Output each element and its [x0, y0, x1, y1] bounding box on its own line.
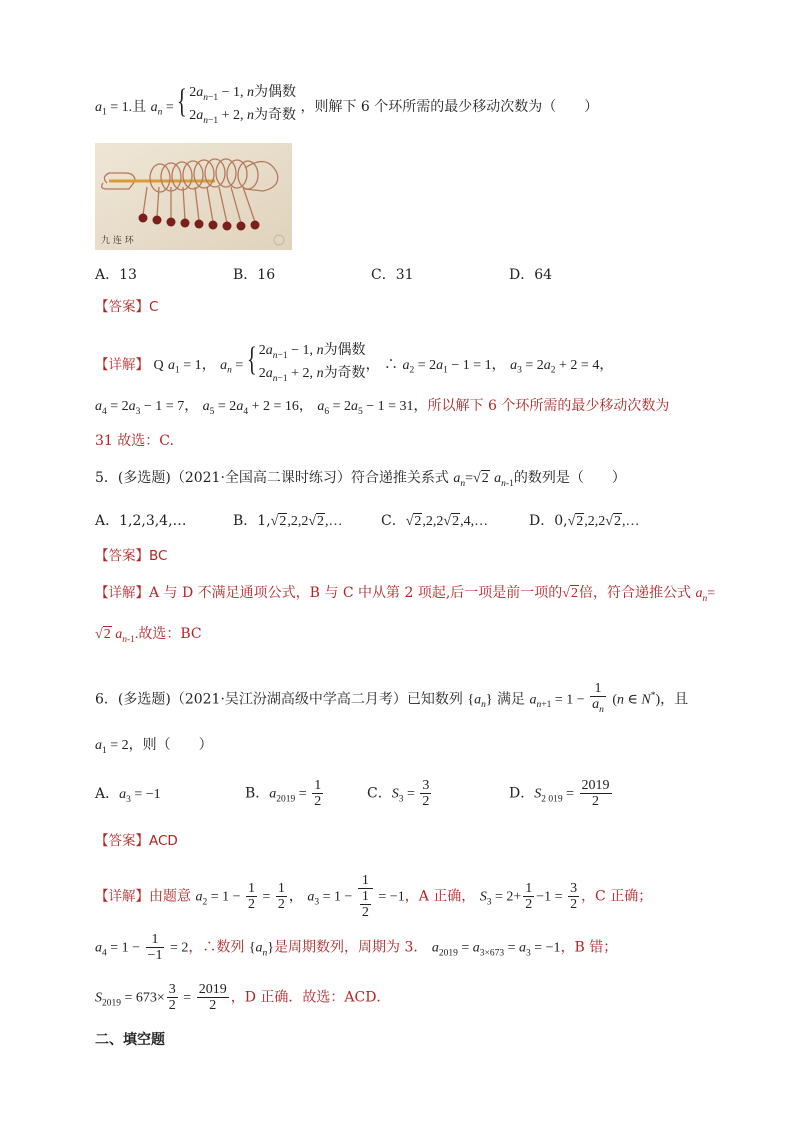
- q4-detail-line2: $a_4 = 2a_3 - 1 = 7$， $a_5 = 2a_4 + 2 = 16$， $a_6 = 2a_5 - 1 = 31$，所以解下 6 个环所需的最少移动次数为: [95, 398, 670, 417]
- q6-detail-line1: 【详解】由题意 $a_2 = 1$ − $\frac{1}{2}$ = $\frac{1}{2}$ ， $a_3 = 1$ − $\frac{1}{\frac{1}{2}}$ = −1，A 正确， $S_3 = 2+$ $\frac{1}{2}$ −1 = $\frac{3}{2}$ ，C 正确；: [95, 873, 653, 920]
- q4-option-b[interactable]: B．16: [233, 267, 276, 283]
- q5-stem: 5．(多选题)（2021·全国高二课时练习）符合递推关系式 $a_n=√2$ $a_{n-1}$的数列是（ ）: [95, 470, 626, 489]
- q4-option-c[interactable]: C．31: [371, 267, 414, 283]
- q5-detail-line1: 【详解】A 与 D 不满足通项公式，B 与 C 中从第 2 项起,后一项是前一项的√2倍，符合递推公式 $a_n=$: [95, 585, 716, 604]
- q4-answer: 【答案】C: [95, 299, 159, 315]
- q5-answer: 【答案】BC: [95, 548, 168, 564]
- q6-option-b[interactable]: B．$a_{2019}$ = $\frac{1}{2}$: [245, 778, 322, 809]
- q5-option-c[interactable]: C．√2,2,2√2,4,…: [381, 513, 489, 529]
- photo-caption: 九 连 环: [101, 236, 134, 246]
- q5-option-b[interactable]: B．1,√2,2,2√2,…: [233, 513, 343, 529]
- q6-answer: 【答案】ACD: [95, 833, 178, 849]
- q6-option-d[interactable]: D．$S_{2 019}$ = $\frac{2019}{2}$: [509, 778, 610, 809]
- q5-option-a[interactable]: A．1,2,3,4,…: [95, 513, 187, 529]
- nine-linked-rings-photo: [95, 143, 292, 250]
- q6-stem-line1: 6．(多选题)（2021·吴江汾湖高级中学高二月考）已知数列 $\{a_n\}$ 满足 $a_{n+1} = 1$ − $\frac{1}{a_n}$ (n ∈ N*)，且: [95, 681, 689, 715]
- q6-option-a[interactable]: A．$a_3 = -1$: [95, 786, 161, 805]
- q4-piecewise: { $2a_{n-1} - 1$, n为偶数 $2a_{n-1} + 2$, n为奇数: [177, 83, 297, 126]
- q4-stem: $a_1 = 1$.且 $a_n$ = { $2a_{n-1} - 1$, n为偶数 $2a_{n-1} + 2$, n为奇数 ，则解下 6 个环所需的最少移动次数为（ ）: [95, 84, 754, 130]
- q5-detail-line2: √2 $a_{n-1}$.故选：BC: [95, 626, 202, 645]
- section-heading: 二、填空题: [95, 1032, 165, 1048]
- q6-detail-line2: $a_4 = 1$ − $\frac{1}{-1}$ = 2，∴数列 $\{a_n\}$是周期数列，周期为 3． $a_{2019} = a_{3\times 673} = a_3 = -1$，B 错；: [95, 932, 618, 963]
- q4-detail-line3: 31 故选：C.: [95, 433, 174, 449]
- q4-option-a[interactable]: A．13: [95, 267, 137, 283]
- q5-option-d[interactable]: D．0,√2,2,2√2,…: [529, 513, 640, 529]
- q4-option-d[interactable]: D．64: [509, 267, 553, 283]
- q6-stem-line2: $a_1 = 2$，则（ ）: [95, 737, 213, 756]
- q4-detail-line1: 【详解】 Q $a_1 = 1$， $a_n$ = { $2a_{n-1} - 1$, n为偶数 $2a_{n-1} + 2$, n为奇数 ， ∴ $a_2 = 2a_1 - 1 = 1$， $a_3 = 2a_2 + 2 = 4$，: [95, 341, 614, 384]
- q6-detail-line3: $S_{2019} = 673\times$ $\frac{3}{2}$ = $\frac{2019}{2}$ ，D 正确．故选：ACD．: [95, 982, 391, 1013]
- q6-option-c[interactable]: C．$S_3$ = $\frac{3}{2}$: [367, 778, 430, 809]
